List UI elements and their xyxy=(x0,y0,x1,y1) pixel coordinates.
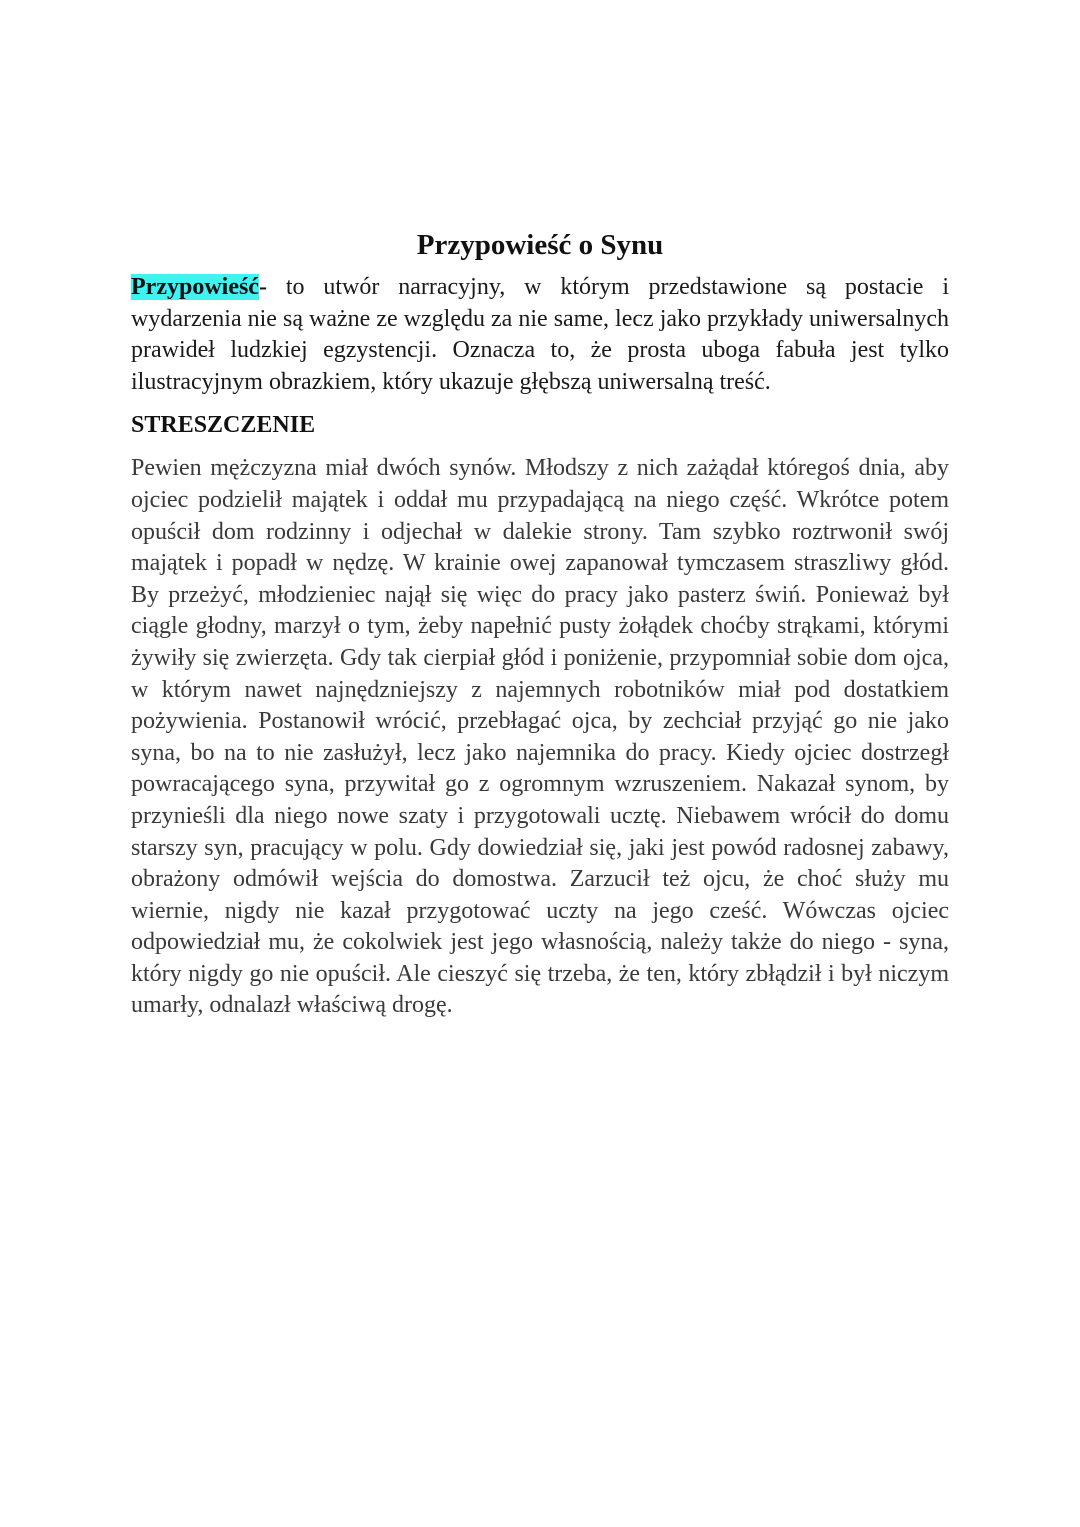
page-title: Przypowieść o Synu xyxy=(416,229,664,261)
document-page xyxy=(131,226,949,1022)
summary-paragraph: Pewien mężczyzna miał dwóch synów. Młodszy z nich zażądał któregoś dnia, aby ojciec podzielił majątek i oddał mu przypadającą na niego część. Wkrótce potem opuścił dom rodzinny i odjechał w dalekie strony. Tam szybko roztrwonił swój majątek i popadł w nędzę. W krainie owej zapanował tymczasem straszliwy głód. By przeżyć, młodzieniec najął się więc do pracy jako pasterz świń. Ponieważ był ciągle głodny, marzył o tym, żeby napełnić pusty żołądek choćby strąkami, którymi żywiły się zwierzęta. Gdy tak cierpiał głód i poniżenie, przypomniał sobie dom ojca, w którym nawet najnędzniejszy z najemnych robotników miał pod dostatkiem pożywienia. Postanowił wrócić, przebłagać ojca, by zechciał przyjąć go nie jako syna, bo na to nie zasłużył, lecz jako najemnika do pracy. Kiedy ojciec dostrzegł powracającego syna, przywitał go z ogromnym wzruszeniem. Nakazał synom, by przynieśli dla niego nowe szaty i przygotowali ucztę. Niebawem wrócił do domu starszy syn, pracujący w polu. Gdy dowiedział się, jaki jest powód radosnej zabawy, obrażony odmówił wejścia do domostwa. Zarzucił też ojcu, że choć służy mu wiernie, nigdy nie kazał przygotować uczty na jego cześć. Wówczas ojciec odpowiedział mu, że cokolwiek jest jego własnością, należy także do niego - syna, który nigdy go nie opuścił. Ale cieszyć się trzeba, że ten, który zbłądził i był niczym umarły, odnalazł właściwą drogę. xyxy=(131,455,949,1019)
definition-paragraph xyxy=(131,272,949,398)
section-heading: STRESZCZENIE xyxy=(131,412,316,439)
term-dash: - xyxy=(258,274,267,300)
definition-text: to utwór narracyjny, w którym przedstawione są postacie i wydarzenia nie są ważne ze względu za nie same, lecz jako przykłady uniwersalnych prawideł ludzkiej egzystencji. Oznacza to, że prosta uboga fabuła jest tylko ilustracyjnym obrazkiem, który ukazuje głębszą uniwersalną treść. xyxy=(131,274,949,395)
highlighted-term: Przypowieść xyxy=(131,274,259,300)
